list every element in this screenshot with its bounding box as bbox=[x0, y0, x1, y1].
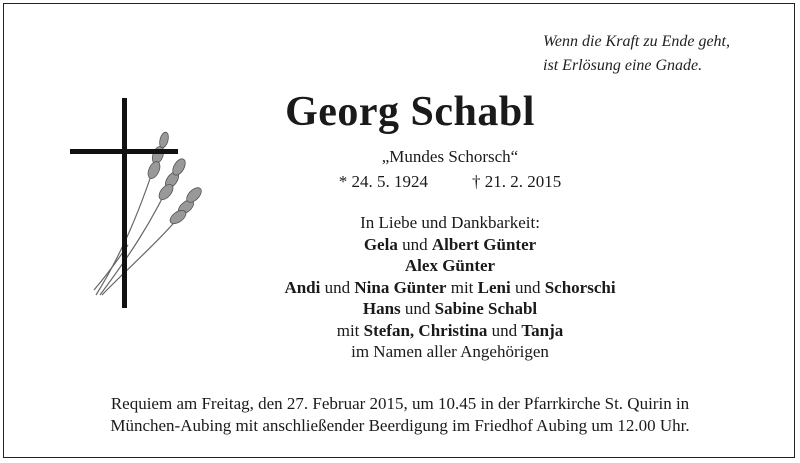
birth-date: * 24. 5. 1924 bbox=[338, 172, 428, 191]
mourner-line: mit Stefan, Christina und Tanja bbox=[336, 320, 564, 340]
requiem-line-2: München-Aubing mit anschließender Beerdigung im Friedhof Aubing um 12.00 Uhr. bbox=[110, 415, 690, 435]
epigraph-line-1: Wenn die Kraft zu Ende geht, bbox=[543, 33, 730, 50]
mourners-closing: im Namen aller Angehörigen bbox=[351, 342, 549, 361]
death-date: † 21. 2. 2015 bbox=[472, 172, 562, 191]
mourner-line: Andi und Nina Günter mit Leni und Schorschi bbox=[284, 277, 616, 297]
mourner-line: Hans und Sabine Schabl bbox=[362, 299, 538, 318]
requiem-line-1: Requiem am Freitag, den 27. Februar 2015, um 10.45 in der Pfarrkirche St. Quirin in bbox=[110, 394, 690, 413]
deceased-name: Georg Schabl bbox=[285, 89, 535, 135]
requiem-announcement bbox=[0, 393, 800, 436]
mourners-intro: In Liebe und Dankbarkeit: bbox=[360, 213, 540, 232]
life-dates bbox=[250, 172, 650, 192]
mourner-line: Alex Günter bbox=[404, 256, 496, 275]
epigraph-line-2: ist Erlösung eine Gnade. bbox=[543, 57, 703, 74]
mourner-line: Gela und Albert Günter bbox=[363, 234, 537, 254]
nickname: „Mundes Schorsch“ bbox=[381, 147, 519, 166]
epigraph bbox=[543, 30, 730, 78]
mourners-list bbox=[250, 212, 650, 363]
wheat-icon bbox=[94, 131, 204, 295]
